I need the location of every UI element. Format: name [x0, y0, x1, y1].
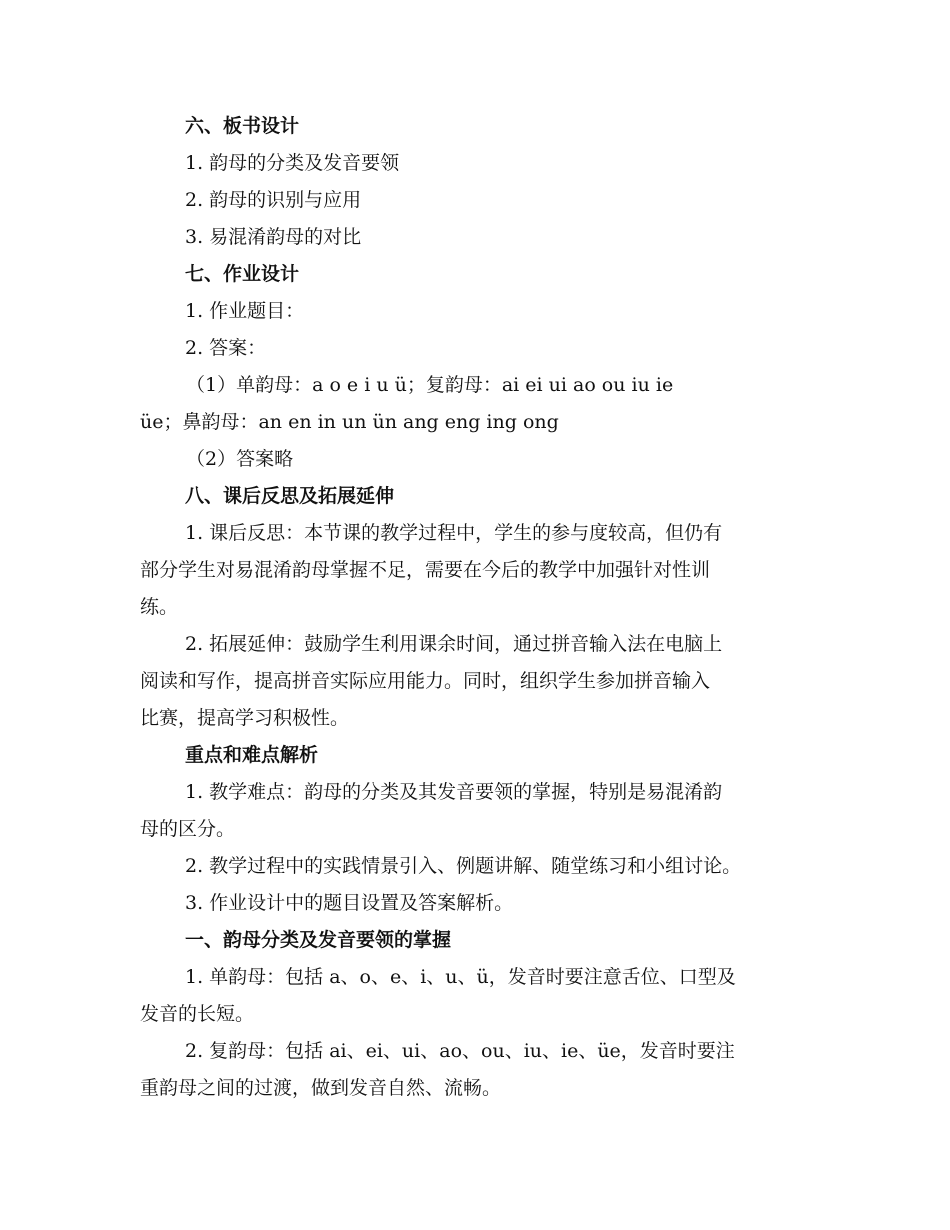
paragraph-line: 3. 作业设计中的题目设置及答案解析。 [185, 892, 514, 914]
section-heading: 七、作业设计 [185, 263, 300, 285]
paragraph-line: 2. 答案： [185, 337, 267, 359]
paragraph-line: 重韵母之间的过渡，做到发音自然、流畅。 [140, 1077, 502, 1099]
paragraph-line: 练。 [140, 596, 179, 618]
section-heading: 六、板书设计 [185, 115, 300, 137]
paragraph-line: 2. 教学过程中的实践情景引入、例题讲解、随堂练习和小组讨论。 [185, 855, 742, 877]
paragraph-line: 2. 拓展延伸：鼓励学生利用课余时间，通过拼音输入法在电脑上 [185, 633, 723, 655]
paragraph-line: 母的区分。 [140, 818, 236, 840]
paragraph-line: 2. 复韵母：包括 ai、ei、ui、ao、ou、iu、ie、üe，发音时要注 [185, 1040, 735, 1062]
paragraph-line: （2）答案略 [186, 448, 294, 470]
paragraph-line: 2. 韵母的识别与应用 [185, 189, 362, 211]
section-heading: 一、韵母分类及发音要领的掌握 [185, 929, 452, 951]
paragraph-line: 1. 课后反思：本节课的教学过程中，学生的参与度较高，但仍有 [185, 522, 723, 544]
paragraph-line: 部分学生对易混淆韵母掌握不足，需要在今后的教学中加强针对性训 [140, 559, 711, 581]
paragraph-line: üe；鼻韵母：an en in un ün ang eng ing ong [140, 411, 559, 433]
paragraph-line: （1）单韵母：a o e i u ü；复韵母：ai ei ui ao ou iu ie [186, 374, 674, 396]
paragraph-line: 1. 作业题目： [185, 300, 305, 322]
paragraph-line: 1. 教学难点：韵母的分类及其发音要领的掌握，特别是易混淆韵 [185, 781, 723, 803]
section-heading: 八、课后反思及拓展延伸 [185, 485, 395, 507]
paragraph-line: 1. 韵母的分类及发音要领 [185, 152, 400, 174]
section-heading: 重点和难点解析 [185, 744, 319, 766]
paragraph-line: 比赛，提高学习积极性。 [140, 707, 350, 729]
paragraph-line: 3. 易混淆韵母的对比 [185, 226, 362, 248]
paragraph-line: 1. 单韵母：包括 a、o、e、i、u、ü，发音时要注意舌位、口型及 [185, 966, 736, 988]
paragraph-line: 发音的长短。 [140, 1003, 255, 1025]
paragraph-line: 阅读和写作，提高拼音实际应用能力。同时，组织学生参加拼音输入 [140, 670, 711, 692]
